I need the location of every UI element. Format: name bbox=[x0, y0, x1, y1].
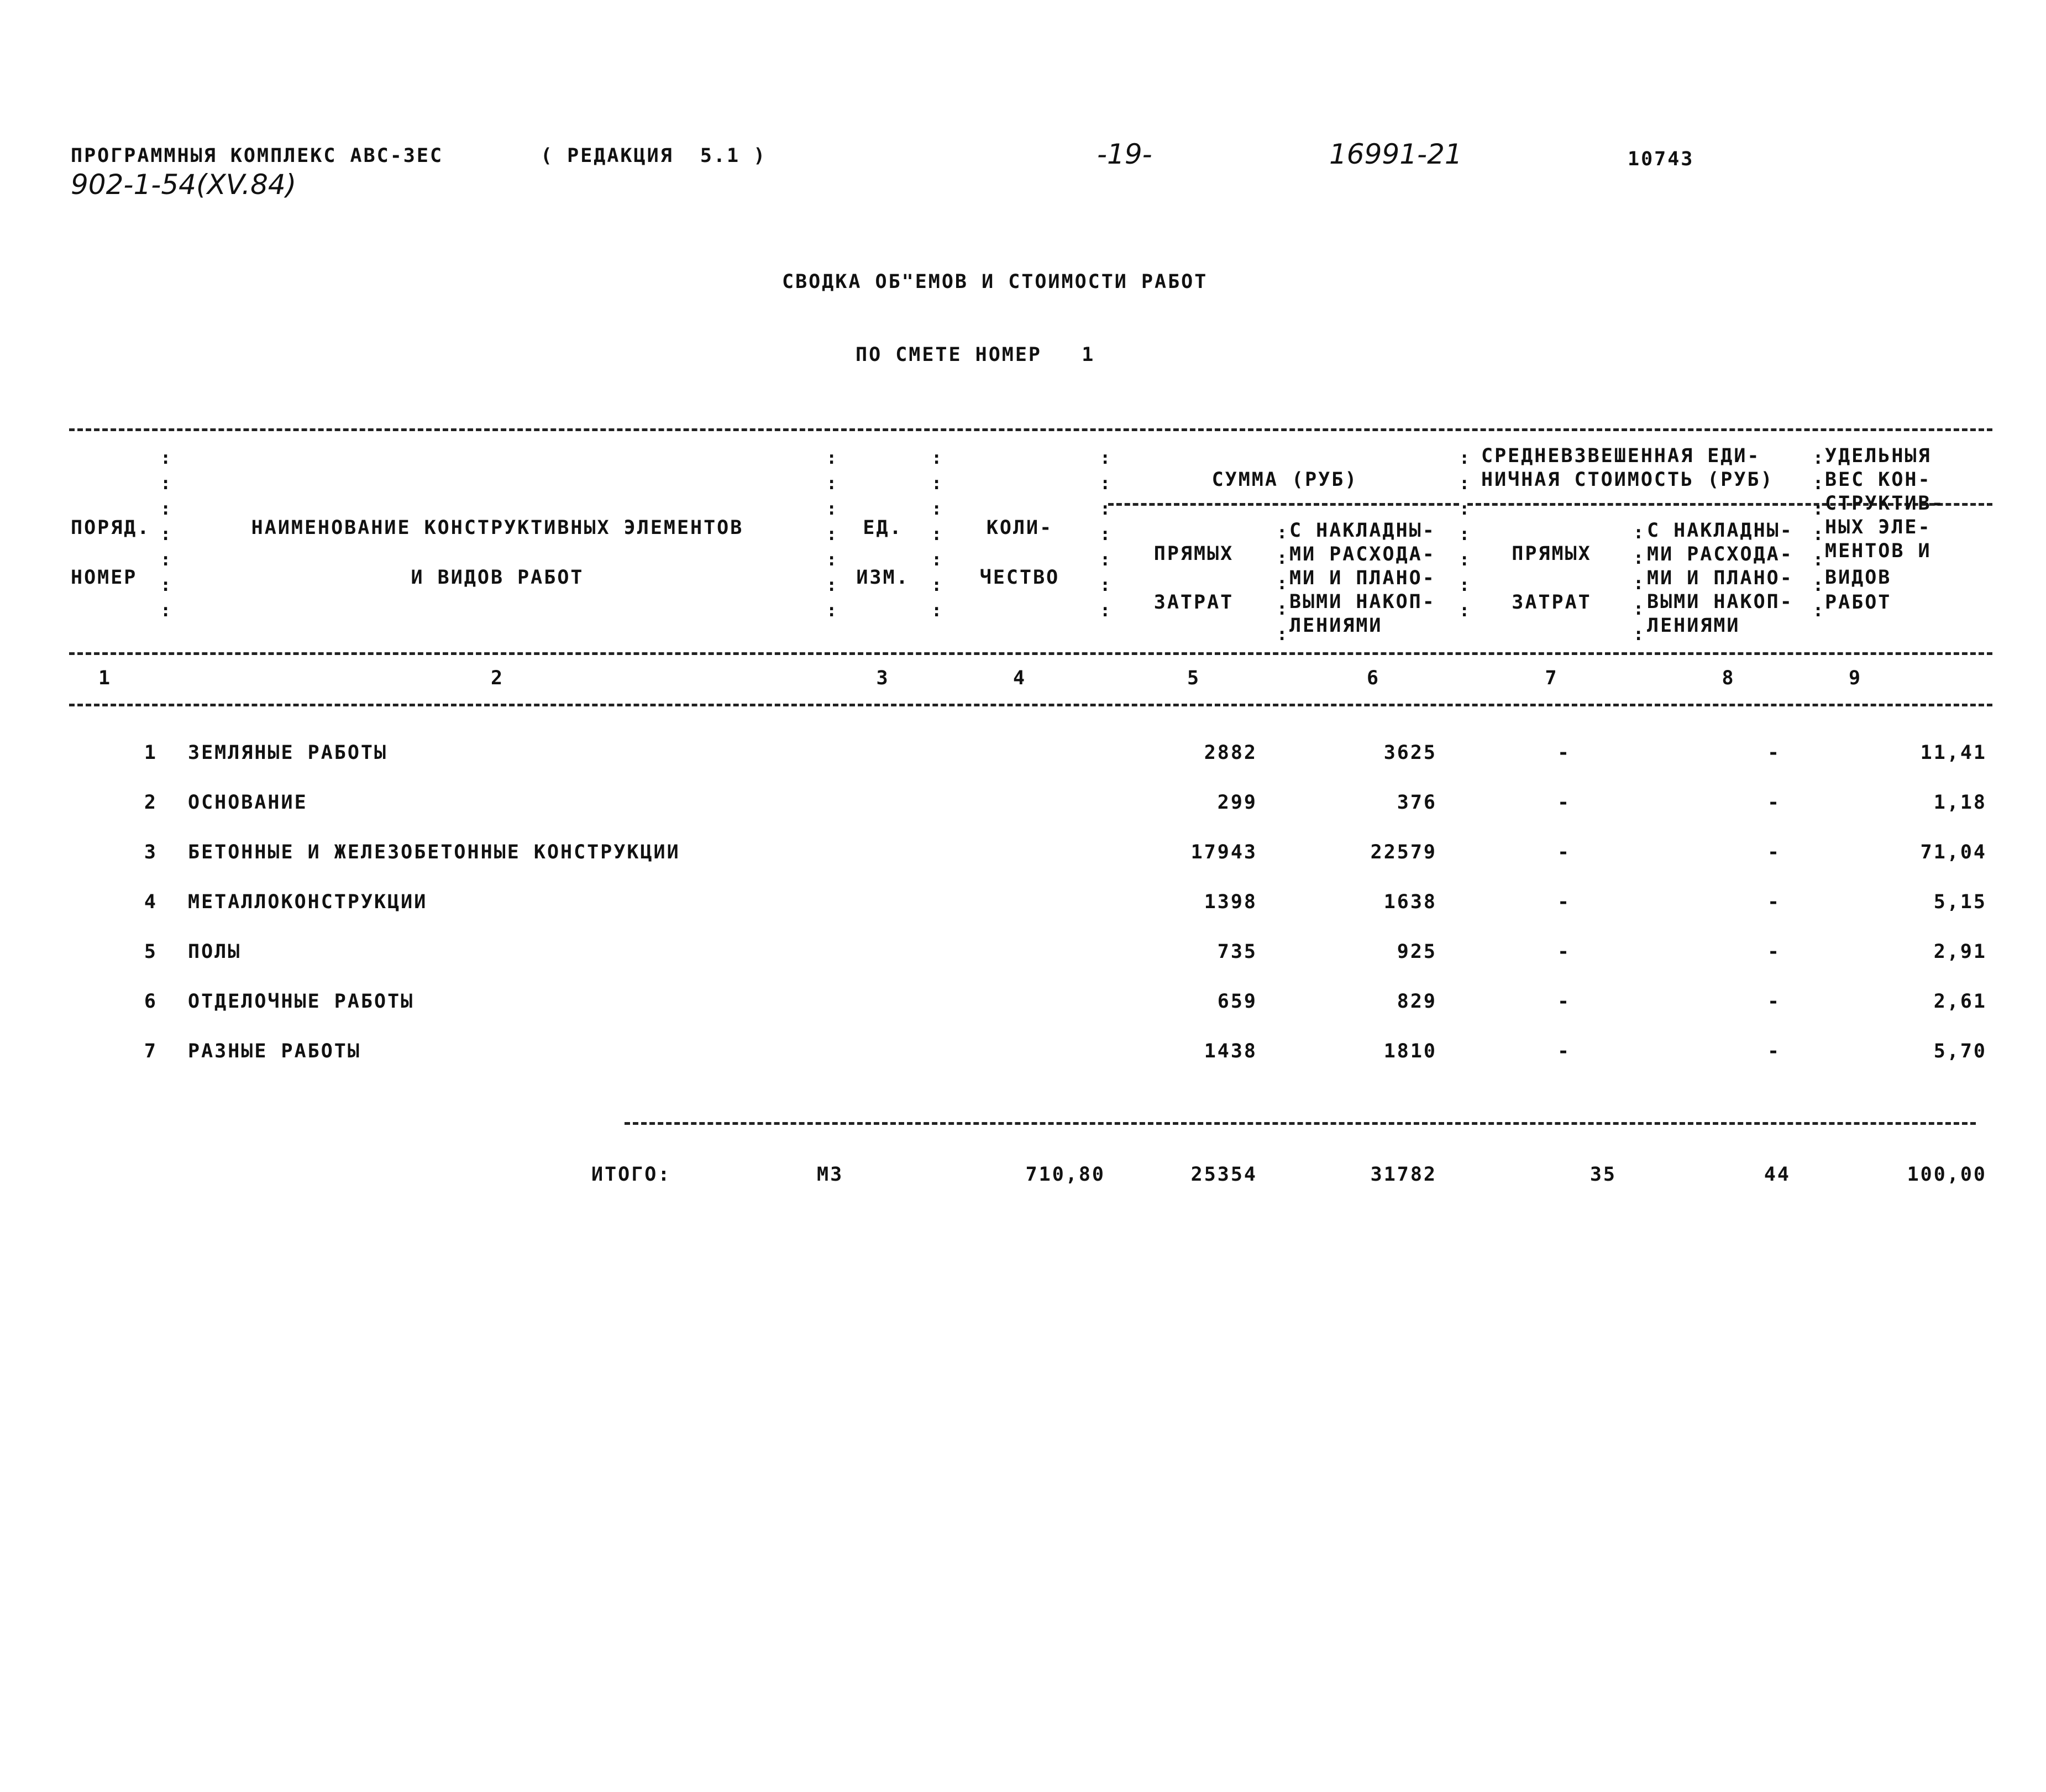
avg-overhead-label: ЛЕНИЯМИ bbox=[1647, 615, 1740, 637]
col-name-label-2: И ВИДОВ РАБОТ bbox=[411, 567, 584, 589]
col-number: 5 bbox=[1187, 667, 1201, 689]
table-top-rule bbox=[69, 428, 1992, 431]
total-direct: 25354 bbox=[1190, 1164, 1257, 1186]
avg-overhead-label: МИ РАСХОДА- bbox=[1647, 543, 1793, 565]
share-label: ВИДОВ bbox=[1825, 567, 1892, 589]
col-order-label: ПОРЯД. bbox=[71, 517, 151, 539]
column-separator: : : : : : bbox=[1633, 522, 1646, 645]
row-share: 5,70 bbox=[1933, 1040, 1987, 1062]
column-separator: : : : : : : : bbox=[1100, 447, 1113, 621]
col-number: 1 bbox=[98, 667, 112, 689]
row-number: 5 bbox=[144, 941, 158, 963]
column-separator: : : : : : : : bbox=[1813, 447, 1825, 621]
header-bottom-rule bbox=[69, 652, 1992, 655]
total-unit: М3 bbox=[817, 1164, 844, 1186]
overhead-label: ВЫМИ НАКОП- bbox=[1289, 591, 1436, 613]
row-direct: 1438 bbox=[1204, 1040, 1257, 1062]
row-avg-direct: - bbox=[1557, 841, 1571, 863]
column-separator: : : : : : : : bbox=[931, 447, 944, 621]
row-name: РАЗНЫЕ РАБОТЫ bbox=[188, 1040, 361, 1062]
col-number: 9 bbox=[1849, 667, 1863, 689]
page-number: -19- bbox=[1097, 138, 1152, 170]
document-code: 16991-21 bbox=[1329, 138, 1462, 170]
row-direct: 659 bbox=[1217, 991, 1257, 1013]
total-rule bbox=[625, 1122, 1976, 1125]
overhead-label: ЛЕНИЯМИ bbox=[1289, 615, 1383, 637]
avg-group-label-2: НИЧНАЯ СТОИМОСТЬ (РУБ) bbox=[1481, 469, 1774, 491]
row-overhead: 925 bbox=[1397, 941, 1437, 963]
col-number: 8 bbox=[1722, 667, 1735, 689]
row-avg-direct: - bbox=[1557, 1040, 1571, 1062]
series-code: 902-1-54(XV.84) bbox=[71, 169, 297, 201]
direct-costs-label-2: ЗАТРАТ bbox=[1153, 591, 1234, 614]
row-number: 4 bbox=[144, 891, 158, 913]
row-avg-overhead: - bbox=[1767, 792, 1781, 814]
col-number: 4 bbox=[1012, 667, 1027, 689]
col-quantity-label-2: ЧЕСТВО bbox=[979, 567, 1060, 589]
row-avg-overhead: - bbox=[1767, 991, 1781, 1013]
row-overhead: 829 bbox=[1397, 991, 1437, 1013]
share-label: РАБОТ bbox=[1825, 591, 1892, 614]
col-unit-label-2: ИЗМ. bbox=[856, 567, 910, 589]
total-overhead: 31782 bbox=[1370, 1164, 1437, 1186]
avg-overhead-label: МИ И ПЛАНО- bbox=[1647, 567, 1793, 589]
column-separator: : : : : : : : bbox=[160, 447, 173, 621]
avg-overhead-label: С НАКЛАДНЫ- bbox=[1647, 520, 1793, 542]
row-avg-overhead: - bbox=[1767, 742, 1781, 764]
row-overhead: 1638 bbox=[1383, 891, 1437, 913]
row-overhead: 1810 bbox=[1383, 1040, 1437, 1062]
row-avg-direct: - bbox=[1557, 742, 1571, 764]
row-share: 11,41 bbox=[1920, 742, 1987, 764]
overhead-label: МИ И ПЛАНО- bbox=[1289, 567, 1436, 589]
row-name: МЕТАЛЛОКОНСТРУКЦИИ bbox=[188, 891, 428, 913]
row-avg-direct: - bbox=[1557, 792, 1571, 814]
avg-overhead-label: ВЫМИ НАКОП- bbox=[1647, 591, 1793, 613]
row-number: 3 bbox=[144, 841, 158, 863]
column-separator: : : : : : : : bbox=[1459, 447, 1472, 621]
row-share: 71,04 bbox=[1920, 841, 1987, 863]
direct-costs-label: ПРЯМЫХ bbox=[1153, 543, 1234, 565]
share-label: ВЕС КОН- bbox=[1825, 469, 1932, 491]
row-overhead: 3625 bbox=[1383, 742, 1437, 764]
total-share: 100,00 bbox=[1907, 1164, 1987, 1186]
avg-direct-costs-label: ПРЯМЫХ bbox=[1512, 543, 1592, 565]
row-name: ОТДЕЛОЧНЫЕ РАБОТЫ bbox=[188, 991, 415, 1013]
total-avg-overhead: 44 bbox=[1764, 1164, 1791, 1186]
row-name: ЗЕМЛЯНЫЕ РАБОТЫ bbox=[188, 742, 388, 764]
col-unit-label: ЕД. bbox=[863, 517, 903, 539]
col-name-label: НАИМЕНОВАНИЕ КОНСТРУКТИВНЫХ ЭЛЕМЕНТОВ bbox=[251, 517, 744, 539]
row-number: 1 bbox=[144, 742, 158, 764]
row-name: БЕТОННЫЕ И ЖЕЛЕЗОБЕТОННЫЕ КОНСТРУКЦИИ bbox=[188, 841, 680, 863]
col-quantity-label: КОЛИ- bbox=[986, 517, 1053, 539]
overhead-label: МИ РАСХОДА- bbox=[1289, 543, 1436, 565]
row-avg-overhead: - bbox=[1767, 941, 1781, 963]
col-number: 7 bbox=[1545, 667, 1559, 689]
total-quantity: 710,80 bbox=[1025, 1164, 1105, 1186]
row-number: 2 bbox=[144, 792, 158, 814]
column-separator: : : : : : bbox=[1277, 522, 1289, 645]
avg-group-label: СРЕДНЕВЗВЕШЕННАЯ ЕДИ- bbox=[1481, 445, 1761, 467]
share-label: УДЕЛЬНЫЯ bbox=[1825, 445, 1932, 467]
sum-group-label: СУММА (РУБ) bbox=[1211, 469, 1358, 491]
total-label: ИТОГО: bbox=[591, 1164, 671, 1186]
col-number: 2 bbox=[490, 667, 505, 689]
row-name: ПОЛЫ bbox=[188, 941, 242, 963]
row-number: 7 bbox=[144, 1040, 158, 1062]
col-number: 6 bbox=[1366, 667, 1381, 689]
row-avg-overhead: - bbox=[1767, 891, 1781, 913]
row-name: ОСНОВАНИЕ bbox=[188, 792, 308, 814]
colnum-bottom-rule bbox=[69, 704, 1992, 706]
program-name: ПРОГРАММНЫЯ КОМПЛЕКС АВС-ЗЕС bbox=[71, 145, 444, 167]
row-overhead: 22579 bbox=[1370, 841, 1437, 863]
row-share: 2,91 bbox=[1933, 941, 1987, 963]
overhead-label: С НАКЛАДНЫ- bbox=[1289, 520, 1436, 542]
total-avg-direct: 35 bbox=[1589, 1164, 1617, 1186]
row-direct: 1398 bbox=[1204, 891, 1257, 913]
document-number: 10743 bbox=[1628, 148, 1694, 170]
row-direct: 299 bbox=[1217, 792, 1257, 814]
column-separator: : : : : : : : bbox=[826, 447, 839, 621]
row-avg-direct: - bbox=[1557, 891, 1571, 913]
edition-label: ( РЕДАКЦИЯ 5.1 ) bbox=[541, 145, 767, 167]
sum-group-rule bbox=[1108, 503, 1459, 506]
row-direct: 2882 bbox=[1204, 742, 1257, 764]
row-avg-overhead: - bbox=[1767, 1040, 1781, 1062]
row-avg-overhead: - bbox=[1767, 841, 1781, 863]
row-avg-direct: - bbox=[1557, 991, 1571, 1013]
col-number: 3 bbox=[876, 667, 890, 689]
row-overhead: 376 bbox=[1397, 792, 1437, 814]
share-label: НЫХ ЭЛЕ- bbox=[1825, 516, 1932, 538]
row-avg-direct: - bbox=[1557, 941, 1571, 963]
avg-direct-costs-label-2: ЗАТРАТ bbox=[1512, 591, 1592, 614]
summary-title: СВОДКА ОБ"ЕМОВ И СТОИМОСТИ РАБОТ bbox=[782, 271, 1208, 293]
row-direct: 17943 bbox=[1190, 841, 1257, 863]
estimate-subtitle: ПО СМЕТЕ НОМЕР 1 bbox=[856, 344, 1095, 366]
row-share: 1,18 bbox=[1933, 792, 1987, 814]
col-order-label-2: НОМЕР bbox=[71, 567, 138, 589]
share-label: СТРУКТИВ- bbox=[1825, 492, 1945, 515]
row-direct: 735 bbox=[1217, 941, 1257, 963]
row-share: 2,61 bbox=[1933, 991, 1987, 1013]
row-share: 5,15 bbox=[1933, 891, 1987, 913]
row-number: 6 bbox=[144, 991, 158, 1013]
share-label: МЕНТОВ И bbox=[1825, 540, 1932, 562]
